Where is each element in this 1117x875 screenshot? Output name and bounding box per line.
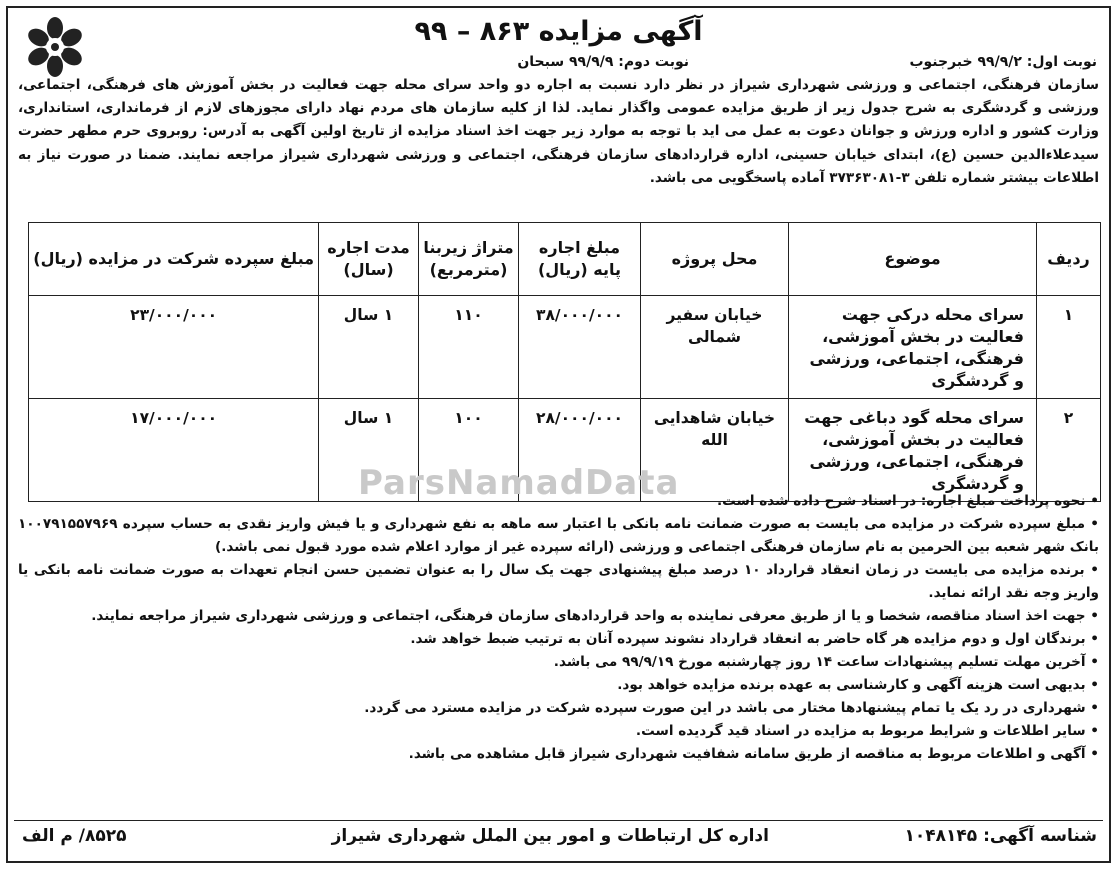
header-row-number: ردیف [1037,223,1101,296]
cell-base-rent: ۲۸/۰۰۰/۰۰۰ [519,399,641,502]
header-base-rent: مبلغ اجاره پایه (ریال) [519,223,641,296]
header-subject: موضوع [789,223,1037,296]
ad-id: شناسه آگهی: ۱۰۴۸۱۴۵ [904,826,1097,846]
condition-item: • بدیهی است هزینه آگهی و کارشناسی به عهده برنده مزایده خواهد بود. [617,677,1099,693]
condition-item: • سایر اطلاعات و شرایط مربوط به مزایده در اسناد قید گردیده است. [635,723,1099,739]
watermark-text: ParsNamadData [358,463,680,503]
header-location: محل پروژه [641,223,789,296]
cell-location: خیابان شاهدایی الله [641,399,789,502]
second-round-info: نوبت دوم: ۹۹/۹/۹ سبحان [517,54,689,70]
header-area: متراژ زیربنا (مترمربع) [419,223,519,296]
condition-item: • آخرین مهلت تسلیم پیشنهادات ساعت ۱۴ روز چهارشنبه مورخ ۹۹/۹/۱۹ می باشد. [553,654,1099,670]
cell-deposit: ۲۳/۰۰۰/۰۰۰ [29,296,319,399]
condition-item: • شهرداری در رد یک یا تمام پیشنهادها مختار می باشد در این صورت سپرده شرکت در مزایده مسترد می گردد. [364,700,1099,716]
table-row [29,296,1101,399]
condition-item: • نحوه پرداخت مبلغ اجاره: در اسناد شرح داده شده است. [716,493,1099,509]
cell-deposit: ۱۷/۰۰۰/۰۰۰ [29,399,319,502]
cell-duration: ۱ سال [319,296,419,399]
condition-item: • آگهی و اطلاعات مربوط به مناقصه از طریق سامانه شفافیت شهرداری شیراز قابل مشاهده می باشد. [408,746,1099,762]
ad-frame [6,6,1111,863]
cell-duration: ۱ سال [319,399,419,502]
ad-title: آگهی مزایده ۸۶۳ – ۹۹ [414,16,703,47]
cell-row-number: ۱ [1037,296,1101,399]
condition-item: • مبلغ سپرده شرکت در مزایده می بایست به صورت ضمانت نامه بانکی با اعتبار سه ماهه به نفع شهرداری و یا فیش واریز نقدی به حساب سپرده ۱۰۰۷۹۱۵۵۷۹۶۹ بانک شهر شعبه بین الحرمین به نام سازمان فرهنگی اجتماعی و ورزشی (ارائه سپرده غیر از موارد اعلام شده مورد قبول نمی باشد.) [18,516,1099,555]
cell-subject: سرای محله درکی جهت فعالیت در بخش آموزشی، فرهنگی، اجتماعی، ورزشی و گردشگری [789,296,1037,399]
cell-base-rent: ۳۸/۰۰۰/۰۰۰ [519,296,641,399]
condition-item: • برنده مزایده می بایست در زمان انعقاد قرارداد ۱۰ درصد مبلغ پیشنهادی جهت یک سال را به عنوان تضمین حسن انجام تعهدات به صورت ضمانت نامه بانکی یا واریز وجه نقد ارائه نماید. [18,562,1099,601]
first-round-info: نوبت اول: ۹۹/۹/۲ خبرجنوب [909,54,1097,70]
ad-code: ۸۵۲۵/ م الف [22,826,127,846]
table-header-row [29,223,1101,296]
conditions-list [18,490,1099,766]
cell-area: ۱۰۰ [419,399,519,502]
auction-table [28,222,1101,502]
condition-item: • جهت اخذ اسناد مناقصه، شخصا و یا از طریق معرفی نماینده به واحد قراردادهای سازمان فرهنگی، اجتماعی و ورزشی شهرداری شیراز مراجعه نمایند. [91,608,1099,624]
intro-paragraph: سازمان فرهنگی، اجتماعی و ورزشی شهرداری شیراز در نظر دارد نسبت به اجاره دو واحد سرای محله جهت فعالیت در بخش آموزش های فرهنگی، اجتماعی، ورزشی و گردشگری به شرح جدول زیر از طریق مزایده عمومی واگذار نماید. لذا از کلیه سازمان های مردم نهاد دارای مجوزهای لازم از فرمانداری، استانداری، وزارت کشور و اداره ورزش و جوانان دعوت به عمل می اید با توجه به موارد زیر جهت اخذ اسناد مزایده از تاریخ اولین آگهی به آدرس: روبروی حرم مطهر حضرت سیدعلاءالدین حسین (ع)، ابتدای خیابان حسینی، اداره قراردادهای سازمان فرهنگی، اجتماعی و ورزشی شهرداری شیراز مراجعه نمایند. ضمنا در صورت نیاز به اطلاعات بیشتر شماره تلفن ۳-۳۷۳۶۳۰۸۱ آماده پاسخگویی می باشد. [18,77,1099,186]
cell-row-number: ۲ [1037,399,1101,502]
cell-subject: سرای محله گود دباغی جهت فعالیت در بخش آموزشی، فرهنگی، اجتماعی، ورزشی و گردشگری [789,399,1037,502]
header-duration: مدت اجاره (سال) [319,223,419,296]
cell-location: خیابان سفیر شمالی [641,296,789,399]
condition-item: • برندگان اول و دوم مزایده هر گاه حاضر به انعقاد قرارداد نشوند سپرده آنان به ترتیب ضبط خواهد شد. [410,631,1099,647]
department-name: اداره کل ارتباطات و امور بین الملل شهرداری شیراز [331,826,769,846]
cell-area: ۱۱۰ [419,296,519,399]
header-deposit: مبلغ سپرده شرکت در مزایده (ریال) [29,223,319,296]
footer-divider [14,820,1103,821]
